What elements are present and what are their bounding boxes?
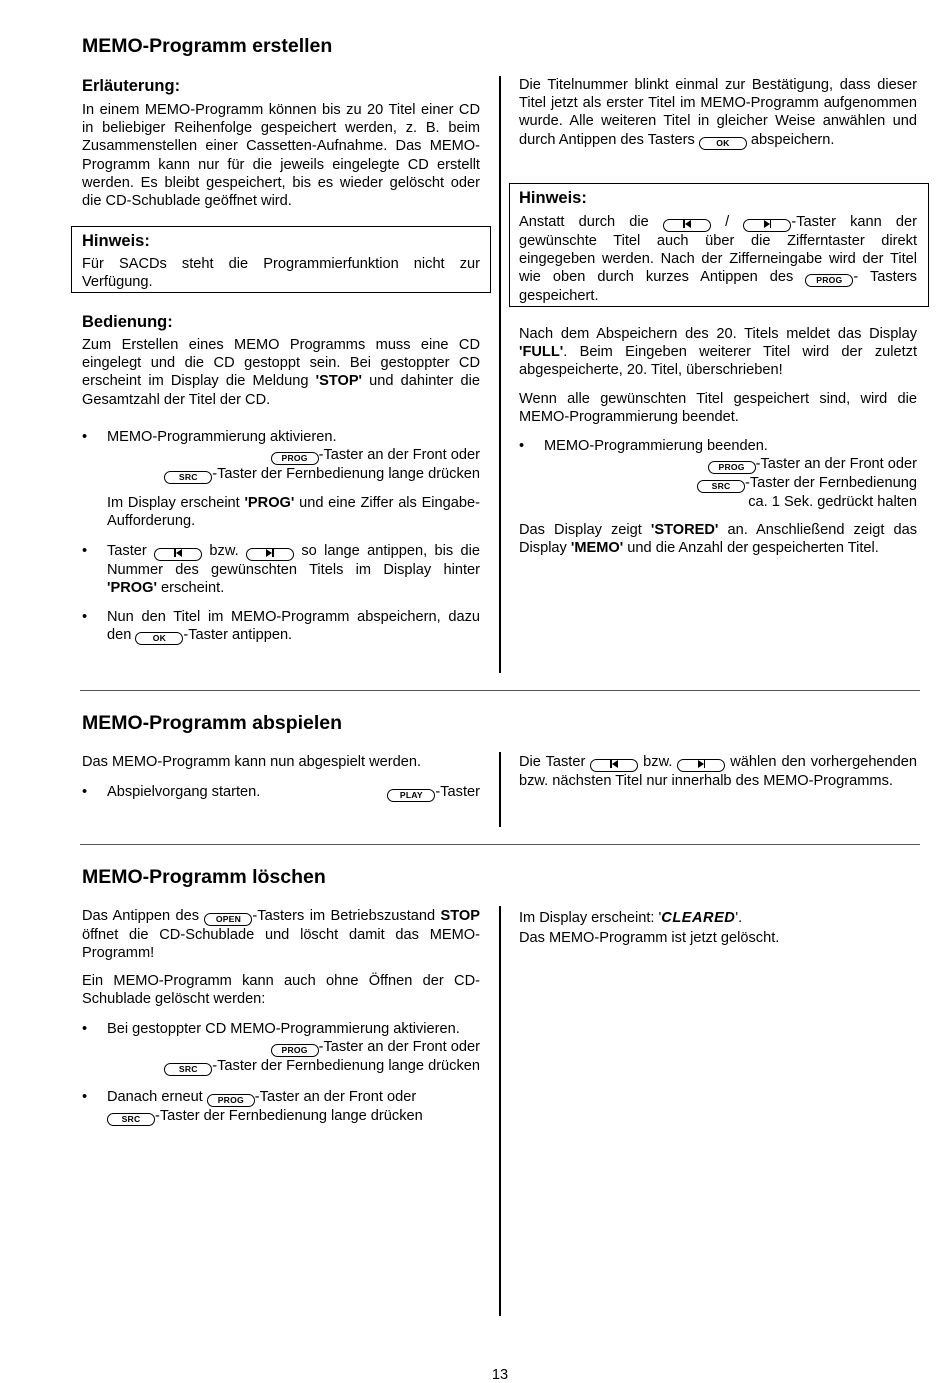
previous-track-icon [663, 219, 711, 232]
finish-text: Wenn alle gewünschten Titel gespeichert sind, wird die MEMO-Programmierung beendet. [519, 391, 917, 426]
src-key-icon: SRC [164, 471, 212, 484]
delete-open-text: Das Antippen des OPEN -Tasters im Betriebszustand STOP öffnet die CD-Schublade und löscht damit das MEMO-Programm! [82, 908, 480, 962]
src-key-icon: SRC [107, 1113, 155, 1126]
step-play: Abspielvorgang starten. [107, 784, 261, 800]
erlaeuterung-text: In einem MEMO-Programm können bis zu 20 Titel einer CD in beliebiger Reihenfolge gespeichert werden, z. B. beim Zusammenstellen einer Cassetten-Aufnahme. Das MEMO-Programm kann nur für die jeweils eingelegte CD erstellt werden. Es bleibt gespeichert, bis es wieder gelöscht oder die CD-Schublade geöffnet wird. [82, 102, 480, 210]
play-skip-text: Die Taster bzw. wählen den vorhergehenden bzw. nächsten Titel nur innerhalb des MEMO-Programms. [519, 754, 918, 789]
bullet: • [82, 1021, 88, 1037]
bullet: • [82, 784, 88, 800]
section-divider [80, 690, 920, 691]
bedienung-heading: Bedienung: [82, 313, 173, 331]
column-divider [499, 906, 501, 1316]
erlaeuterung-heading: Erläuterung: [82, 77, 181, 95]
prog-key-icon: PROG [271, 452, 319, 465]
previous-track-icon [154, 548, 202, 561]
section-title-abspielen: MEMO-Programm abspielen [82, 712, 343, 734]
delete-alt-text: Ein MEMO-Programm kann auch ohne Öffnen der CD-Schublade gelöscht werden: [82, 973, 480, 1008]
step-finish-remote: SRC -Taster der Fernbedienung [544, 474, 917, 493]
prog-key-icon: PROG [805, 274, 853, 287]
step-delete-activate: Bei gestoppter CD MEMO-Programmierung aktivieren. [107, 1021, 460, 1037]
column-divider [499, 76, 501, 673]
step-store: Nun den Titel im MEMO-Programm abspeichern, dazu den OK -Taster antippen. [107, 609, 480, 644]
step-select-title: Taster bzw. so lange antippen, bis die Nummer des gewünschten Titels im Display hinter 'PROG' erscheint. [107, 543, 481, 597]
bullet: • [82, 429, 88, 445]
previous-track-icon [590, 759, 638, 772]
next-track-icon [677, 759, 725, 772]
bullet: • [82, 609, 88, 625]
bullet: • [82, 1089, 88, 1105]
hinweis-text: Für SACDs steht die Programmierfunktion nicht zur Verfügung. [82, 256, 480, 291]
next-track-icon [743, 219, 791, 232]
ok-key-icon: OK [699, 137, 747, 150]
step-delete-again-remote: SRC -Taster der Fernbedienung lange drücken [107, 1107, 480, 1126]
step-activate-front: PROG -Taster an der Front oder [107, 446, 480, 465]
page-number: 13 [491, 1367, 509, 1383]
step-activate-remote: SRC -Taster der Fernbedienung lange drücken [107, 465, 480, 484]
step-finish: MEMO-Programmierung beenden. [544, 438, 768, 454]
hinweis-heading-2: Hinweis: [519, 189, 587, 207]
section-title-erstellen: MEMO-Programm erstellen [82, 35, 333, 57]
bullet: • [82, 543, 88, 559]
section-title-loeschen: MEMO-Programm löschen [82, 866, 326, 888]
open-key-icon: OPEN [204, 913, 252, 926]
src-key-icon: SRC [697, 480, 745, 493]
step-delete-again: Danach erneut PROG -Taster an der Front oder [107, 1089, 417, 1105]
next-track-icon [246, 548, 294, 561]
column-divider [499, 752, 501, 827]
step-delete-remote: SRC -Taster der Fernbedienung lange drücken [107, 1057, 480, 1076]
step-play-key: PLAY -Taster [300, 783, 480, 802]
stored-text: Das Display zeigt 'STORED' an. Anschließend zeigt das Display 'MEMO' und die Anzahl der gespeicherten Titel. [519, 522, 917, 557]
cleared-text: Im Display erscheint: 'CLEARED'. [519, 910, 743, 926]
section-divider [80, 844, 920, 845]
src-key-icon: SRC [164, 1063, 212, 1076]
step-finish-hold: ca. 1 Sek. gedrückt halten [748, 494, 917, 510]
prog-key-icon: PROG [708, 461, 756, 474]
cleared-note: Das MEMO-Programm ist jetzt gelöscht. [519, 930, 780, 946]
full-text: Nach dem Abspeichern des 20. Titels meldet das Display 'FULL'. Beim Eingeben weiterer Titel wird der zuletzt abgespeicherte, 20. Titel, überschrieben! [519, 326, 917, 379]
bedienung-text: Zum Erstellen eines MEMO Programms muss eine CD eingelegt und die CD gestoppt sein. Bei gestoppter CD erscheint im Display die Meldung 'STOP' und dahinter die Gesamtzahl der Titel der CD. [82, 337, 480, 408]
hinweis-text-2: Anstatt durch die / -Taster kann der gewünschte Titel auch über die Zifferntaster direkt eingegeben werden. Nach der Zifferneingabe wird der Titel wie oben durch kurzes Antippen des PROG - Tasters gespeichert. [519, 214, 918, 305]
bullet: • [519, 438, 525, 454]
confirm-text: Die Titelnummer blinkt einmal zur Bestätigung, dass dieser Titel jetzt als erster Titel im MEMO-Programm aufgenommen wurde. Alle weiteren Titel in gleicher Weise anwählen und durch Antippen des Tasters OK abspeichern. [519, 77, 917, 148]
step-finish-front: PROG -Taster an der Front oder [544, 455, 917, 474]
ok-key-icon: OK [135, 632, 183, 645]
prog-key-icon: PROG [207, 1094, 255, 1107]
prog-key-icon: PROG [271, 1044, 319, 1057]
step-delete-front: PROG -Taster an der Front oder [107, 1038, 480, 1057]
play-key-icon: PLAY [387, 789, 435, 802]
step-activate: MEMO-Programmierung aktivieren. [107, 429, 337, 445]
step-activate-note: Im Display erscheint 'PROG' und eine Ziffer als Eingabe-Aufforderung. [107, 495, 480, 530]
play-intro-text: Das MEMO-Programm kann nun abgespielt werden. [82, 754, 422, 770]
hinweis-heading: Hinweis: [82, 232, 150, 250]
